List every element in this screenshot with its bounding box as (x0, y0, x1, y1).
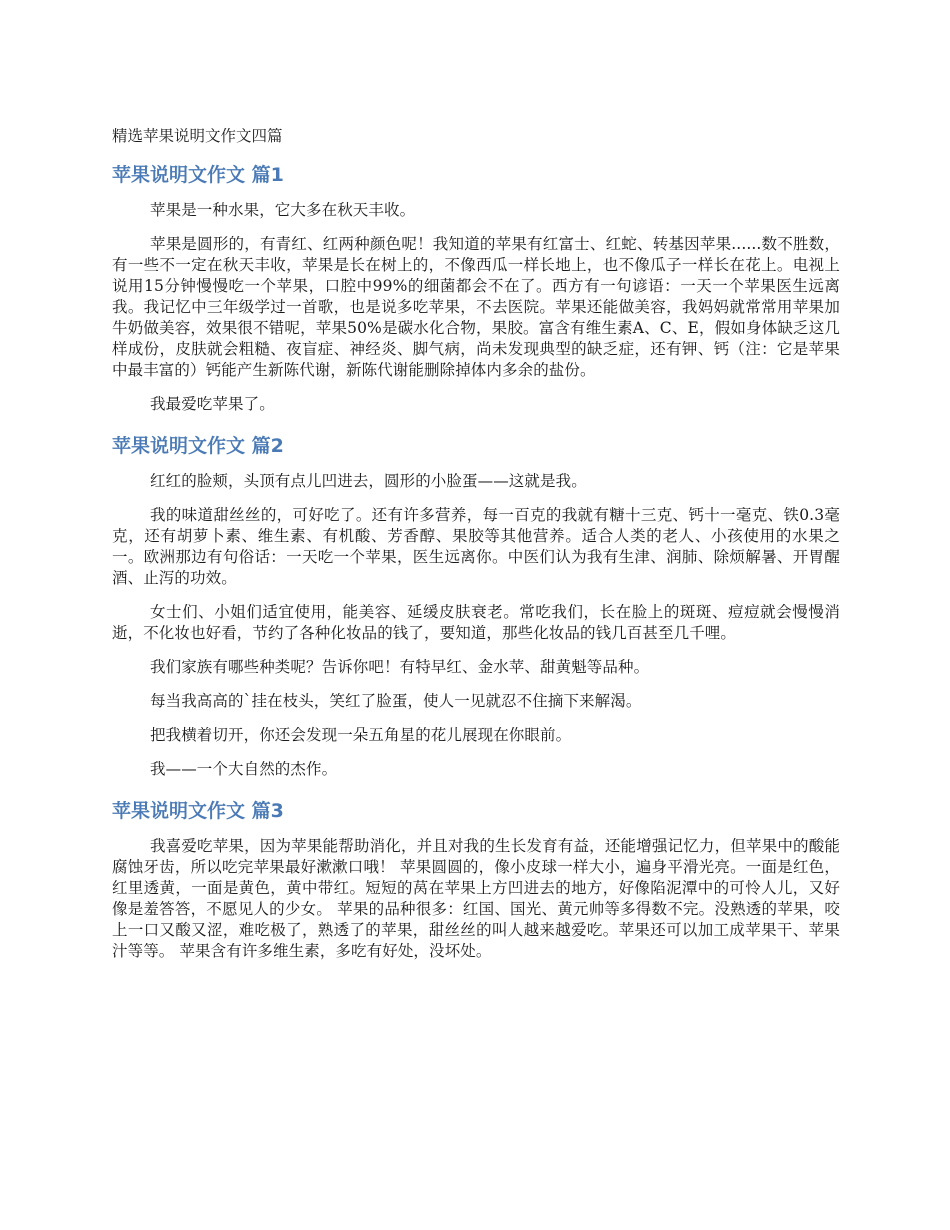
paragraph: 苹果是一种水果，它大多在秋天丰收。 (150, 201, 416, 219)
paragraph: 苹果是圆形的，有青红、红两种颜色呢！我知道的苹果有红富士、红蛇、转基因苹果......数不胜数，有一些不一定在秋天丰收，苹果是长在树上的，不像西瓜一样长地上，也不像瓜子一样长在花上。电视上说用15分钟慢慢吃一个苹果，口腔中99%的细菌都会不在了。西方有一句谚语：一天一个苹果医生远离我。我记忆中三年级学过一首歌，也是说多吃苹果，不去医院。苹果还能做美容，我妈妈就常常用苹果加牛奶做美容，效果很不错呢，苹果50%是碳水化合物，果胶。富含有维生素A、C、E，假如身体缺乏这几样成份，皮肤就会粗糙、夜盲症、神经炎、脚气病，尚未发现典型的缺乏症，还有钾、钙（注：它是苹果中最丰富的）钙能产生新陈代谢，新陈代谢能删除掉体内多余的盐份。 (112, 235, 840, 379)
section-2 (112, 433, 840, 780)
section-1 (112, 162, 840, 415)
paragraph: 每当我高高的`挂在枝头，笑红了脸蛋，使人一见就忍不住摘下来解渴。 (150, 692, 642, 710)
document-title: 精选苹果说明文作文四篇 (112, 127, 283, 145)
section-3 (112, 798, 840, 962)
paragraph: 把我横着切开，你还会发现一朵五角星的花儿展现在你眼前。 (150, 726, 572, 744)
paragraph: 我们家族有哪些种类呢？告诉你吧！有特早红、金水苹、甜黄魁等品种。 (150, 658, 650, 676)
paragraph: 我的味道甜丝丝的，可好吃了。还有许多营养，每一百克的我就有糖十三克、钙十一毫克、铁0.3毫克，还有胡萝卜素、维生素、有机酸、芳香醇、果胶等其他营养。适合人类的老人、小孩使用的水果之一。欧洲那边有句俗话：一天吃一个苹果，医生远离你。中医们认为我有生津、润肺、除烦解暑、开胃醒酒、止泻的功效。 (112, 506, 840, 587)
paragraph: 我喜爱吃苹果，因为苹果能帮助消化，并且对我的生长发育有益，还能增强记忆力，但苹果中的酸能腐蚀牙齿，所以吃完苹果最好漱漱口哦！ 苹果圆圆的，像小皮球一样大小，遍身平滑光亮。一面是红色，红里透黄，一面是黄色，黄中带红。短短的莴在苹果上方凹进去的地方，好像陷泥潭中的可怜人儿，又好像是羞答答，不愿见人的少女。 苹果的品种很多：红国、国光、黄元帅等多得数不完。没熟透的苹果，咬上一口又酸又涩，难吃极了，熟透了的苹果，甜丝丝的叫人越来越爱吃。苹果还可以加工成苹果干、苹果汁等等。 苹果含有许多维生素，多吃有好处，没坏处。 (112, 837, 840, 960)
section-heading-2: 苹果说明文作文 篇2 (112, 435, 284, 457)
section-heading-1: 苹果说明文作文 篇1 (112, 164, 284, 186)
section-heading-3: 苹果说明文作文 篇3 (112, 800, 284, 822)
paragraph: 红红的脸颊，头顶有点儿凹进去，圆形的小脸蛋——这就是我。 (150, 472, 587, 490)
paragraph: 女士们、小姐们适宜使用，能美容、延缓皮肤衰老。常吃我们，长在脸上的斑斑、痘痘就会慢慢消逝，不化妆也好看，节约了各种化妆品的钱了，要知道，那些化妆品的钱几百甚至几千哩。 (112, 603, 840, 642)
paragraph: 我——一个大自然的杰作。 (150, 760, 338, 778)
paragraph: 我最爱吃苹果了。 (150, 395, 275, 413)
